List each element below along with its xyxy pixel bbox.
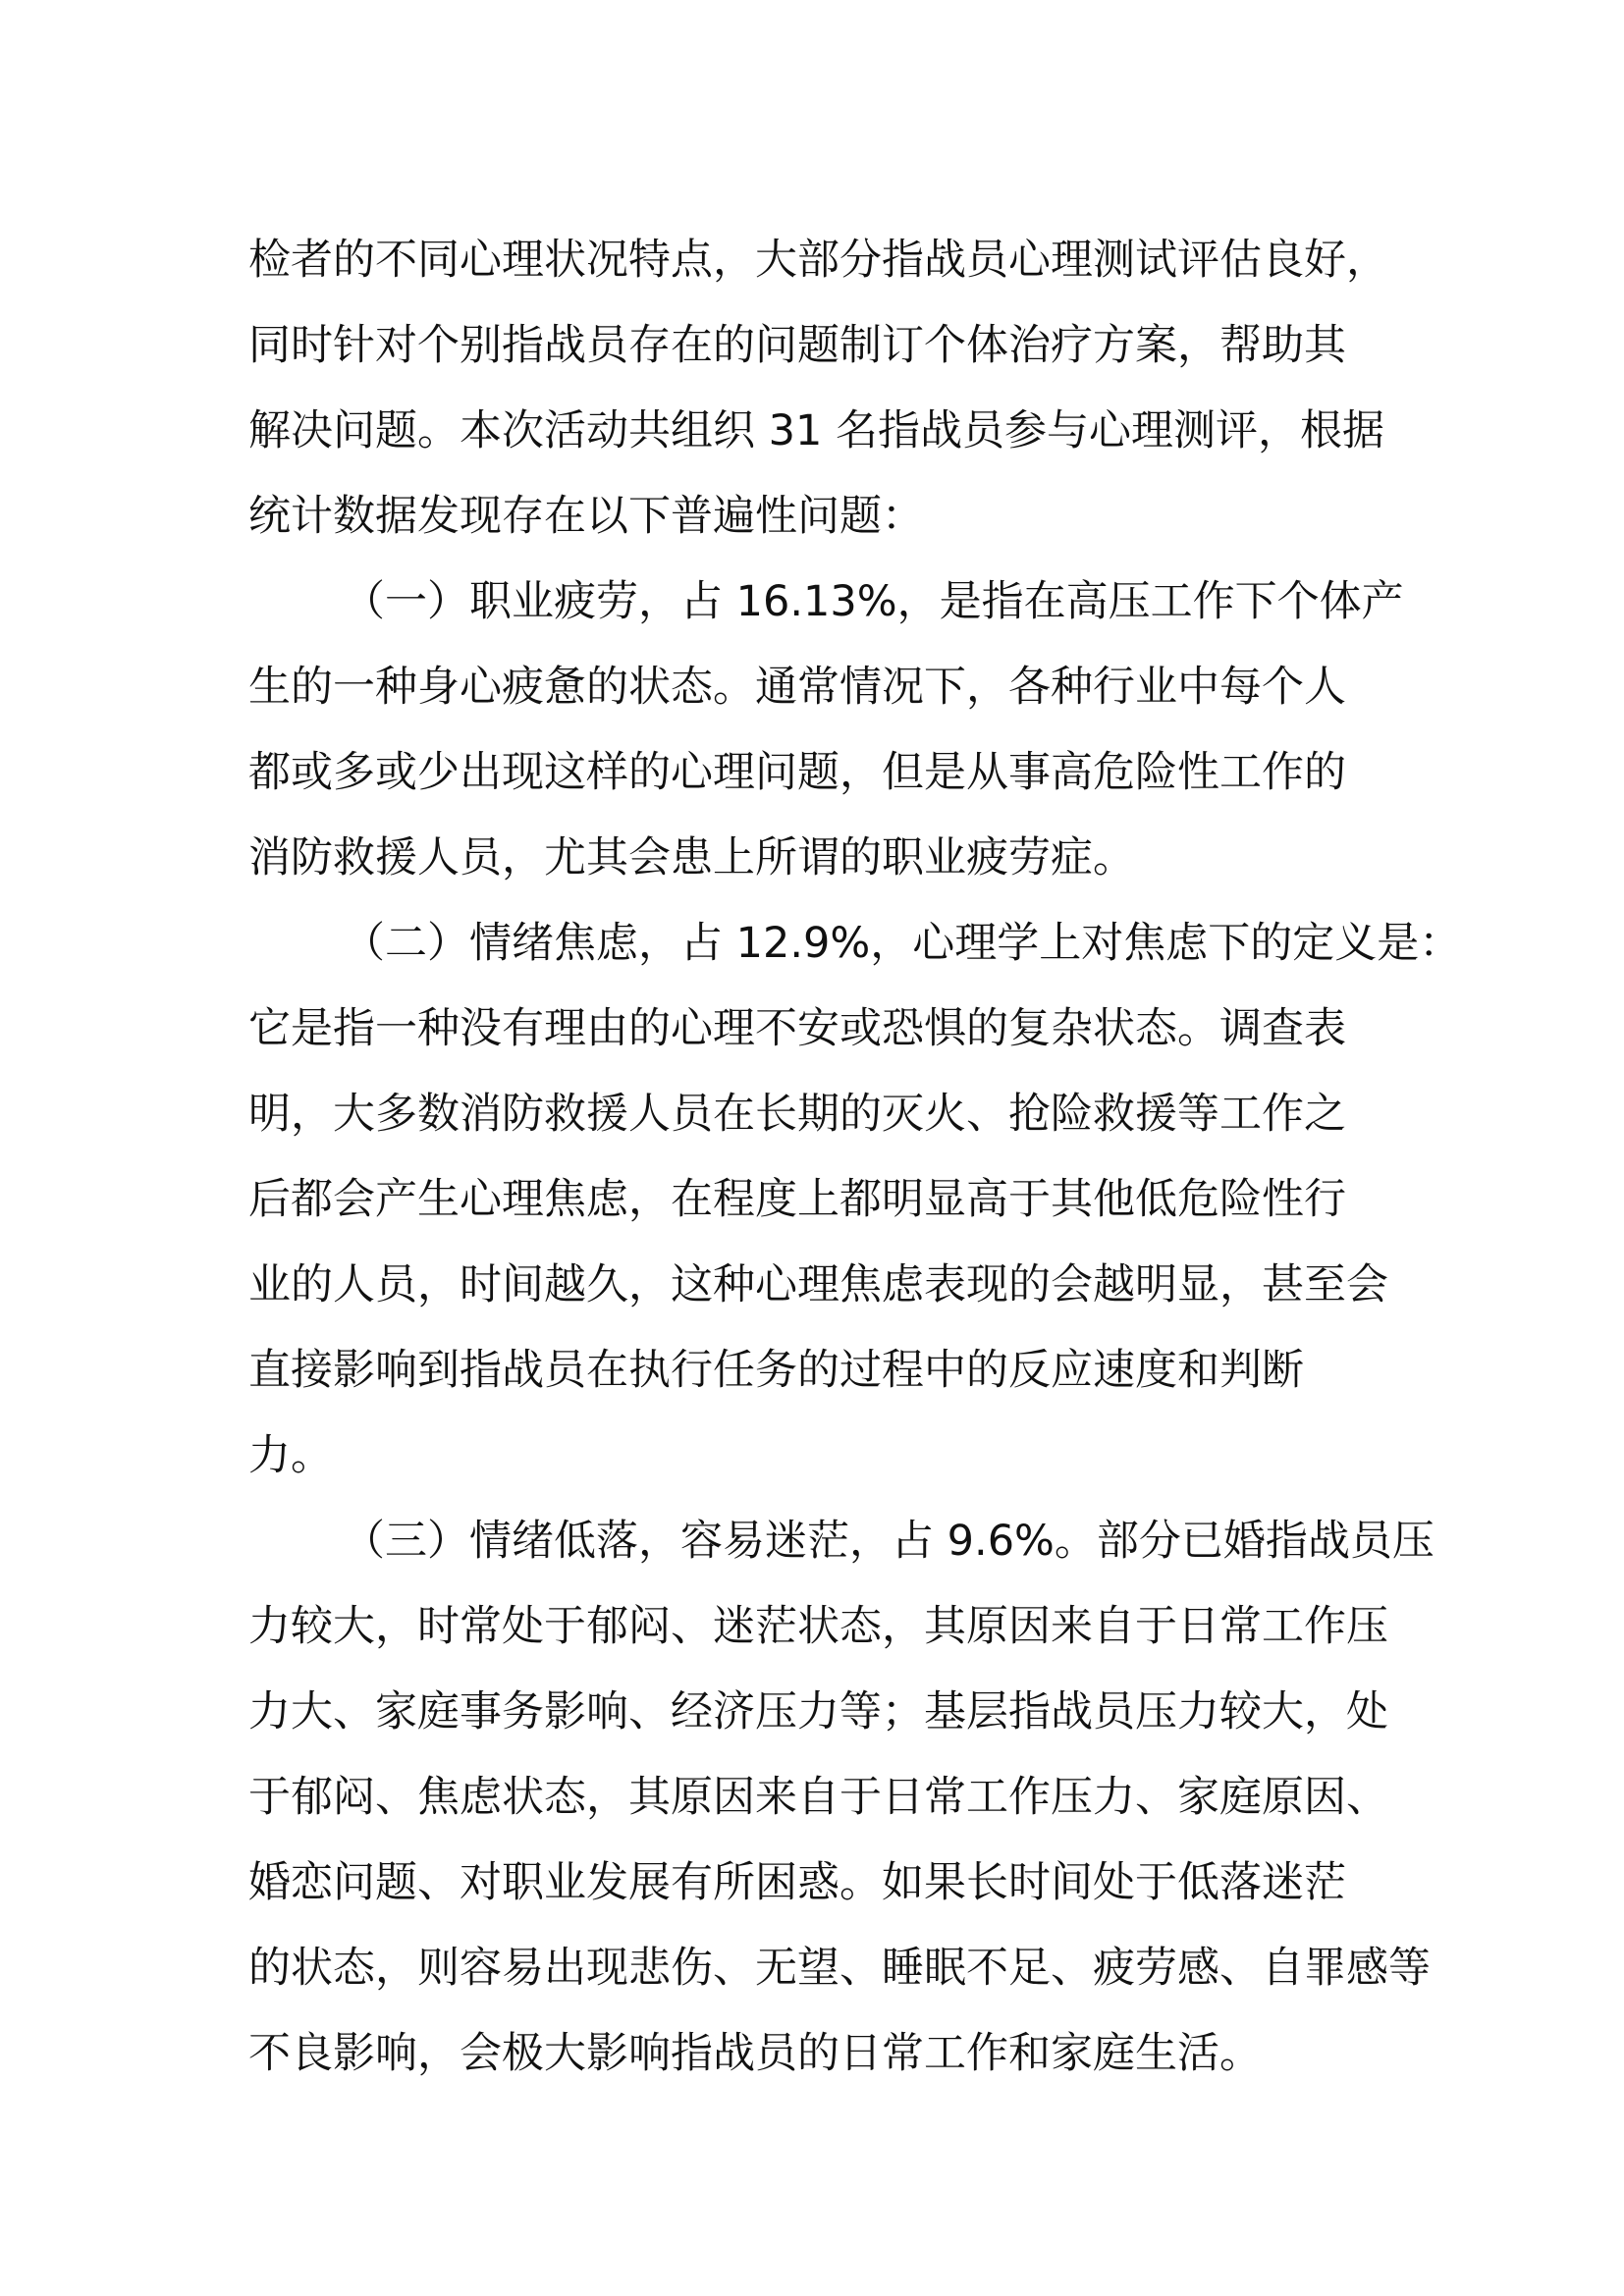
text-line-12: 后都会产生心理焦虑，在程度上都明显高于其他低危险性行 [248, 1175, 1346, 1224]
document-body [248, 218, 1462, 2097]
text-line-6: 生的一种身心疲惫的状态。通常情况下，各种行业中每个人 [248, 663, 1346, 712]
section-heading-1: （一）职业疲劳，占 16.13%，是指在高压工作下个体产 [343, 577, 1404, 626]
text-line-14: 直接影响到指战员在执行任务的过程中的反应速度和判断 [248, 1346, 1304, 1395]
text-line-7: 都或多或少出现这样的心理问题，但是从事高危险性工作的 [248, 748, 1346, 797]
text-line-19: 于郁闷、焦虑状态，其原因来自于日常工作压力、家庭原因、 [248, 1773, 1388, 1822]
text-line-15: 力。 [248, 1431, 333, 1480]
text-line-11: 明，大多数消防救援人员在长期的灭火、抢险救援等工作之 [248, 1090, 1346, 1139]
section-heading-2: （二）情绪焦虑，占 12.9%，心理学上对焦虑下的定义是： [343, 919, 1462, 968]
text-line-18: 力大、家庭事务影响、经济压力等；基层指战员压力较大，处 [248, 1687, 1388, 1736]
text-line-21: 的状态，则容易出现悲伤、无望、睡眠不足、疲劳感、自罪感等 [248, 1944, 1431, 1993]
text-line-1: 检者的不同心理状况特点，大部分指战员心理测试评估良好， [248, 236, 1388, 285]
text-line-3: 解决问题。本次活动共组织 31 名指战员参与心理测评，根据 [248, 406, 1385, 455]
text-line-13: 业的人员，时间越久，这种心理焦虑表现的会越明显，甚至会 [248, 1260, 1388, 1309]
text-line-2: 同时针对个别指战员存在的问题制订个体治疗方案，帮助其 [248, 321, 1346, 370]
text-line-10: 它是指一种没有理由的心理不安或恐惧的复杂状态。调查表 [248, 1004, 1346, 1053]
text-line-17: 力较大，时常处于郁闷、迷茫状态，其原因来自于日常工作压 [248, 1602, 1388, 1651]
section-heading-3: （三）情绪低落，容易迷茫，占 9.6%。部分已婚指战员压 [343, 1517, 1435, 1566]
text-line-22: 不良影响，会极大影响指战员的日常工作和家庭生活。 [248, 2029, 1262, 2078]
text-line-20: 婚恋问题、对职业发展有所困惑。如果长时间处于低落迷茫 [248, 1858, 1346, 1907]
text-line-4: 统计数据发现存在以下普遍性问题： [248, 492, 924, 541]
text-line-8: 消防救援人员，尤其会患上所谓的职业疲劳症。 [248, 833, 1135, 882]
